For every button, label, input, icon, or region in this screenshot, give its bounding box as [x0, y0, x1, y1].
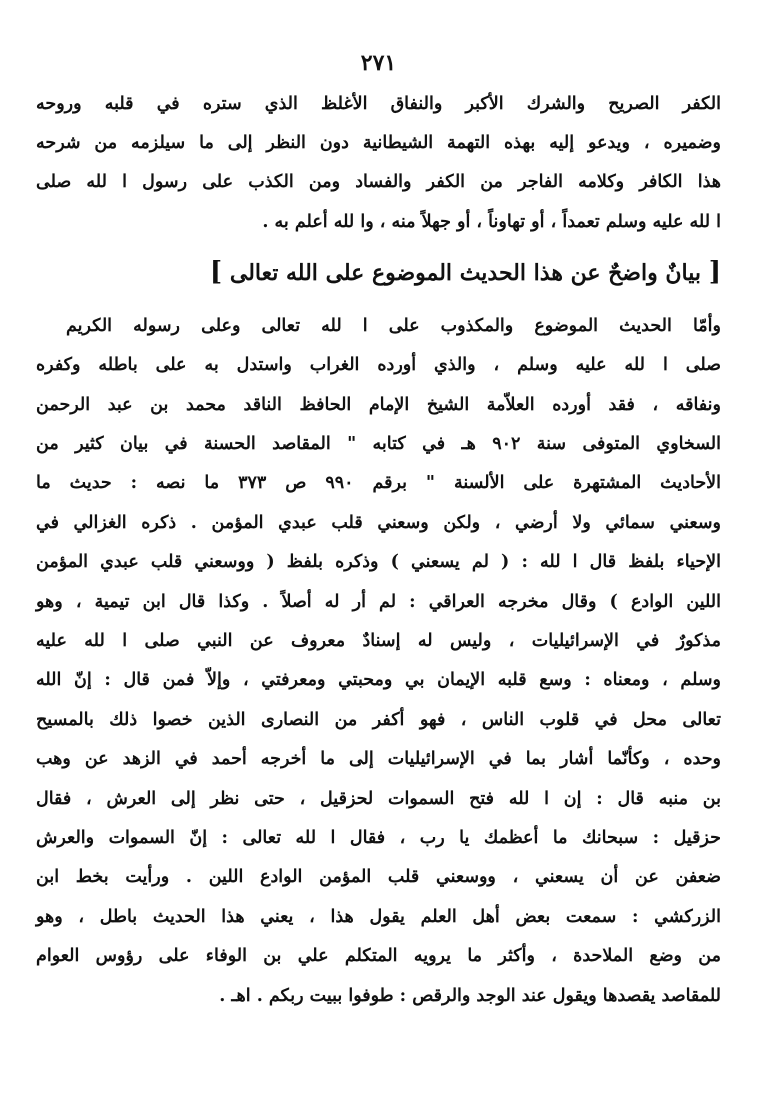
section-heading [36, 259, 721, 285]
text-line: اللين الوادع ) وقال مخرجه العراقي : لم أر له أصلاً . وكذا قال ابن تيمية ، وهو [36, 592, 721, 612]
text-line: صلى ا لله عليه وسلم ، والذي أورده الغراب واستدل به على باطله وكفره [36, 355, 721, 375]
text-line: الأحاديث المشتهرة على الألسنة " برقم ٩٩٠ ص ٣٧٣ ما نصه : حديث ما [36, 473, 722, 493]
text-line: ضعفن عن أن يسعني ، ووسعني قلب المؤمن الوادع اللين . ورأيت بخط ابن [36, 867, 721, 887]
heading-open-bracket: [ [708, 257, 721, 287]
text-line: وسلم ، ومعناه : وسع قلبه الإيمان بي ومحبتي ومعرفتي ، وإلاّ فمن قال : إنّ الله [36, 670, 721, 690]
text-line: مذكورٌ في الإسرائيليات ، وليس له إسنادٌ معروف عن النبي صلى ا لله عليه [36, 631, 721, 651]
text-line: وحده ، وكأنّما أشار بما في الإسرائيليات إلى ما أخرجه أحمد في الزهد عن وهب [36, 749, 721, 769]
text-line: بن منبه قال : إن ا لله فتح السموات لحزقيل ، حتى نظر إلى العرش ، فقال [36, 789, 721, 809]
heading-text: بيانٌ واضحٌ عن هذا الحديث الموضوع على الله تعالى [229, 260, 702, 286]
text-line: ونفاقه ، فقد أورده العلاّمة الشيخ الإمام الحافظ الناقد محمد بن عبد الرحمن [36, 395, 721, 415]
heading-close-bracket: ] [209, 257, 223, 287]
text-line: الكفر الصريح والشرك الأكبر والنفاق الأغلظ الذي ستره في قلبه وروحه [36, 94, 721, 114]
text-line: وضميره ، ويدعو إليه بهذه التهمة الشيطانية دون النظر إلى ما سيلزمه من شرحه [36, 133, 721, 153]
text-line: للمقاصد يقصدها ويقول عند الوجد والرقص : طوفوا ببيت ربكم . اهـ . [219, 986, 721, 1006]
text-line: هذا الكافر وكلامه الفاجر من الكفر والفساد ومن الكذب على رسول ا لله صلى [36, 172, 721, 192]
text-line: الزركشي : سمعت بعض أهل العلم يقول هذا ، يعني هذا الحديث باطل ، وهو [36, 907, 721, 927]
text-line: وأمّا الحديث الموضوع والمكذوب على ا لله تعالى وعلى رسوله الكريم [66, 316, 721, 336]
text-line: تعالى محل في قلوب الناس ، فهو أكفر من النصارى الذين خصوا ذلك بالمسيح [36, 710, 721, 730]
text-line: ا لله عليه وسلم تعمداً ، أو تهاوناً ، أو جهلاً منه ، وا لله أعلم به . [262, 212, 721, 232]
text-line: الإحياء بلفظ قال ا لله : ( لم يسعني ) وذكره بلفظ ( ووسعني قلب عبدي المؤمن [36, 552, 721, 572]
page-number: ٢٧١ [360, 50, 397, 76]
text-line: السخاوي المتوفى سنة ٩٠٢ هـ في كتابه " المقاصد الحسنة في بيان كثير من [36, 434, 721, 454]
text-line: حزقيل : سبحانك ما أعظمك يا رب ، فقال ا لله تعالى : إنّ السموات والعرش [36, 828, 721, 848]
text-line: من وضع الملاحدة ، وأكثر ما يرويه المتكلم علي بن الوفاء على رؤوس العوام [36, 946, 721, 966]
text-line: وسعني سمائي ولا أرضي ، ولكن وسعني قلب عبدي المؤمن . ذكره الغزالي في [36, 513, 721, 533]
